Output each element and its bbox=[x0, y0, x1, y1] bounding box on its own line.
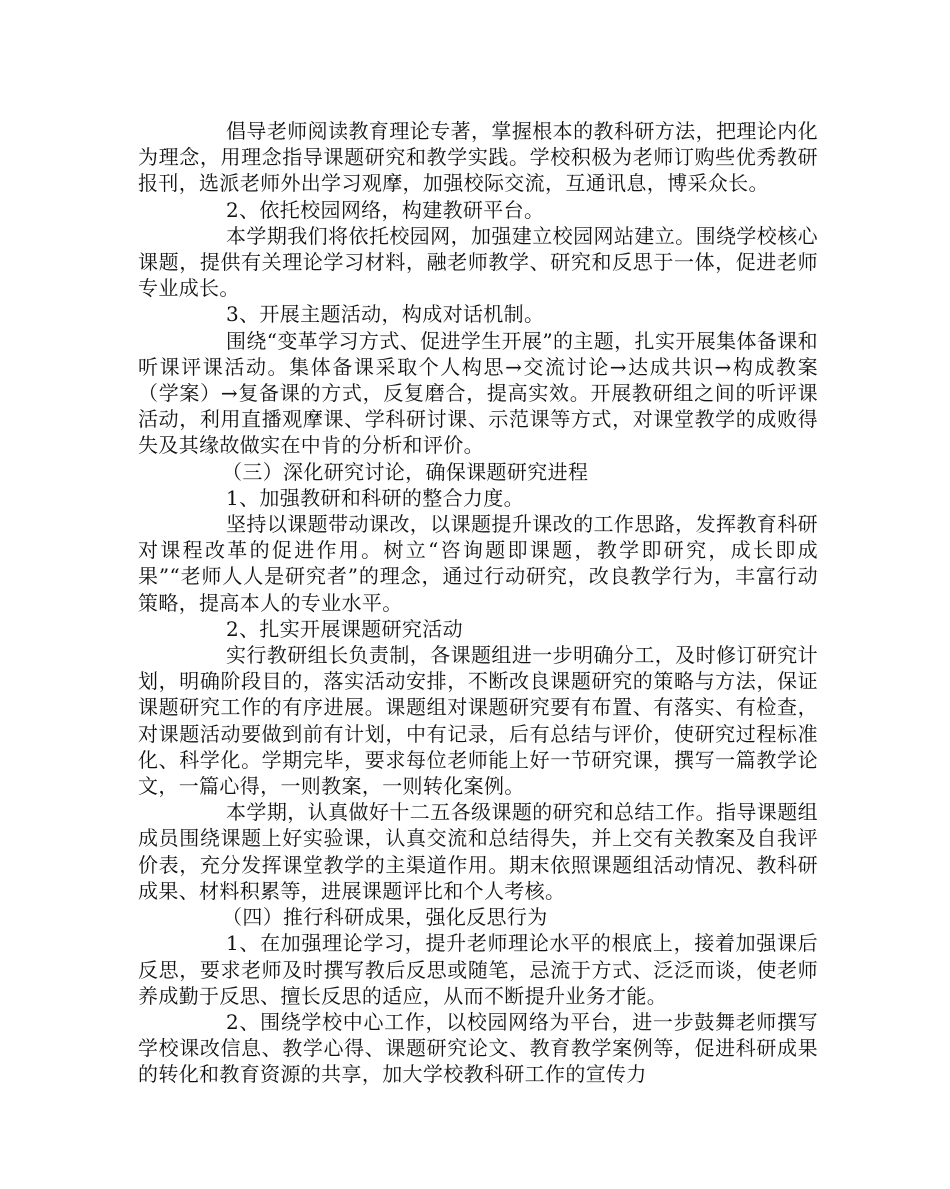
section-heading-3: （三）深化研究讨论，确保课题研究进程 bbox=[222, 459, 589, 484]
paragraph-themed-activities: 围绕“变革学习方式、促进学生开展”的主题，扎实开展集体备课和听课评课活动。集体备课采取个人构思→交流讨论→达成共识→构成教案（学案）→复备课的方式，反复磨合，提高实效。开展教研组之间的听评课活动，利用直播观摩课、学科研讨课、示范课等方式，对课堂教学的成败得失及其缘故做实在中肯的分析和评价。 bbox=[138, 328, 818, 458]
paragraph-reflection: 1、在加强理论学习，提升老师理论水平的根底上，接着加强课后反思，要求老师及时撰写教后反思或随笔，忌流于方式、泛泛而谈，使老师养成勤于反思、擅长反思的适应，从而不断提升业务才能。 bbox=[138, 931, 818, 1008]
paragraph-school-center-work: 2、围绕学校中心工作，以校园网络为平台，进一步鼓舞老师撰写学校课改信息、教学心得、课题研究论文、教育教学案例等，促进科研成果的转化和教育资源的共享，加大学校教科研工作的宣传力 bbox=[138, 1009, 818, 1087]
paragraph-teacher-reading: 倡导老师阅读教育理论专著，掌握根本的教科研方法，把理论内化为理念，用理念指导课题研究和教学实践。学校积极为老师订购些优秀教研报刊，选派老师外出学习观摩，加强校际交流，互通讯息，博采众长。 bbox=[138, 119, 818, 196]
subheading-integration: 1、加强教研和科研的整合力度。 bbox=[226, 485, 524, 510]
subheading-themed-activities: 3、开展主题活动，构成对话机制。 bbox=[226, 302, 545, 327]
subheading-campus-network: 2、依托校园网络，构建教研平台。 bbox=[226, 197, 545, 222]
paragraph-campus-network: 本学期我们将依托校园网，加强建立校园网站建立。围绕学校核心课题，提供有关理论学习材料，融老师教学、研究和反思于一体，促进老师专业成长。 bbox=[138, 223, 818, 301]
document-body bbox=[138, 118, 818, 1088]
paragraph-research-activities: 实行教研组长负责制，各课题组进一步明确分工，及时修订研究计划，明确阶段目的，落实活动安排，不断改良课题研究的策略与方法，保证课题研究工作的有序进展。课题组对课题研究要有布置、有落实、有检查，对课题活动要做到前有计划，中有记录，后有总结与评价，使研究过程标准化、科学化。学期完毕，要求每位老师能上好一节研究课，撰写一篇教学论文，一篇心得，一则教案，一则转化案例。 bbox=[138, 643, 818, 799]
paragraph-semester-summary: 本学期，认真做好十二五各级课题的研究和总结工作。指导课题组成员围绕课题上好实验课，认真交流和总结得失，并上交有关教案及自我评价表，充分发挥课堂教学的主渠道作用。期末依照课题组活动情况、教科研成果、材料积累等，进展课题评比和个人考核。 bbox=[138, 800, 818, 903]
paragraph-integration: 坚持以课题带动课改，以课题提升课改的工作思路，发挥教育科研对课程改革的促进作用。树立“咨询题即课题，教学即研究，成长即成果”“老师人人是研究者”的理念，通过行动研究，改良教学行为，丰富行动策略，提高本人的专业水平。 bbox=[138, 512, 818, 615]
subheading-research-activities: 2、扎实开展课题研究活动 bbox=[226, 616, 463, 641]
section-heading-4: （四）推行科研成果，强化反思行为 bbox=[222, 905, 548, 930]
